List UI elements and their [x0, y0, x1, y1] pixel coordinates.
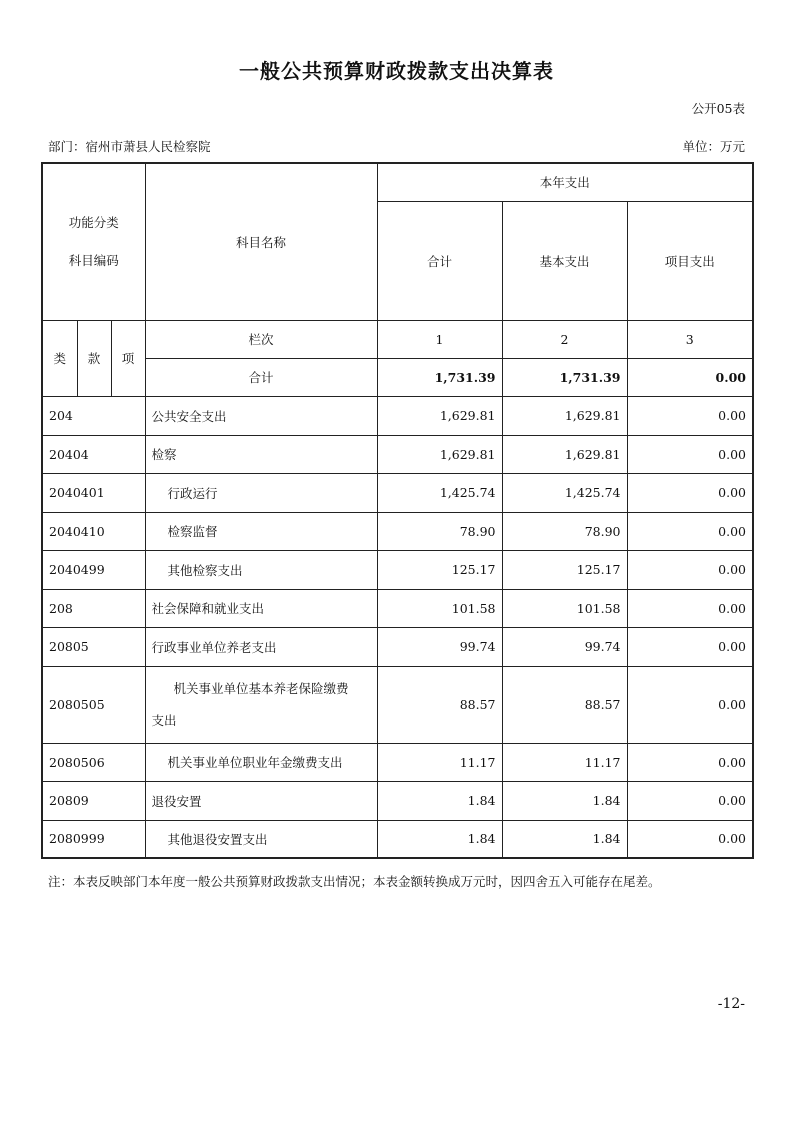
- row-name: 检察监督: [145, 512, 377, 550]
- sum-basic: 1,731.39: [502, 358, 627, 396]
- row-code: 2080506: [42, 743, 145, 781]
- row-project: 0.00: [627, 473, 753, 512]
- row-name: 退役安置: [145, 781, 377, 820]
- table-row: [42, 396, 753, 435]
- row-name: 机关事业单位职业年金缴费支出: [145, 743, 377, 781]
- table-row: [42, 435, 753, 473]
- row-name-wrapped: [145, 666, 377, 743]
- col-index-2: 2: [502, 320, 627, 358]
- row-basic: 99.74: [502, 627, 627, 666]
- row-project: 0.00: [627, 743, 753, 781]
- sum-label: 合计: [145, 358, 377, 396]
- func-class-line2: 科目编码: [68, 252, 119, 268]
- row-basic: 88.57: [502, 666, 627, 743]
- row-code: 20404: [42, 435, 145, 473]
- row-total: 78.90: [377, 512, 502, 550]
- row-total: 1.84: [377, 820, 502, 858]
- form-number: 公开05表: [691, 101, 745, 116]
- footnote: 注：本表反映部门本年度一般公共预算财政拨款支出情况；本表金额转换成万元时，因四舍五入可能存在尾差。: [48, 874, 661, 889]
- row-name: 社会保障和就业支出: [145, 589, 377, 627]
- row-total: 88.57: [377, 666, 502, 743]
- row-total: 1.84: [377, 781, 502, 820]
- row-project: 0.00: [627, 435, 753, 473]
- table-row: [42, 627, 753, 666]
- row-project: 0.00: [627, 589, 753, 627]
- page-title: 一般公共预算财政拨款支出决算表: [239, 59, 554, 83]
- row-code: 208: [42, 589, 145, 627]
- row-total: 11.17: [377, 743, 502, 781]
- sum-total: 1,731.39: [377, 358, 502, 396]
- row-name: 检察: [145, 435, 377, 473]
- row-code: 2040410: [42, 512, 145, 550]
- row-basic: 78.90: [502, 512, 627, 550]
- row-total: 99.74: [377, 627, 502, 666]
- kuan-header: 款: [77, 320, 111, 396]
- row-basic: 11.17: [502, 743, 627, 781]
- table-row: [42, 820, 753, 858]
- row-name: 行政事业单位养老支出: [145, 627, 377, 666]
- row-basic: 1,629.81: [502, 396, 627, 435]
- row-basic: 1,629.81: [502, 435, 627, 473]
- row-project: 0.00: [627, 512, 753, 550]
- table-row: [42, 743, 753, 781]
- row-basic: 1.84: [502, 820, 627, 858]
- row-total: 101.58: [377, 589, 502, 627]
- current-year-expense-header: 本年支出: [377, 163, 753, 201]
- row-basic: 101.58: [502, 589, 627, 627]
- row-code: 2080505: [42, 666, 145, 743]
- col-index-3: 3: [627, 320, 753, 358]
- total-header: 合计: [377, 201, 502, 320]
- page-number: -12-: [717, 996, 745, 1012]
- project-expense-header: 项目支出: [627, 201, 753, 320]
- row-code: 2040499: [42, 550, 145, 589]
- row-total: 1,425.74: [377, 473, 502, 512]
- table-row: [42, 589, 753, 627]
- row-name-line2: 支出: [151, 712, 177, 728]
- xiang-header: 项: [111, 320, 145, 396]
- sum-row: [42, 358, 753, 396]
- row-project: 0.00: [627, 627, 753, 666]
- header-row-1: [42, 163, 753, 201]
- expense-table: [41, 162, 754, 859]
- row-basic: 1.84: [502, 781, 627, 820]
- table-row: [42, 781, 753, 820]
- func-class-header: [42, 163, 145, 320]
- row-code: 2080999: [42, 820, 145, 858]
- row-basic: 125.17: [502, 550, 627, 589]
- row-code: 20805: [42, 627, 145, 666]
- table-row: [42, 666, 753, 743]
- unit-label: 单位：万元: [682, 139, 745, 154]
- col-index-1: 1: [377, 320, 502, 358]
- row-total: 125.17: [377, 550, 502, 589]
- department-label: 部门：宿州市萧县人民检察院: [48, 139, 211, 154]
- row-total: 1,629.81: [377, 435, 502, 473]
- row-name: 行政运行: [145, 473, 377, 512]
- row-name: 其他退役安置支出: [145, 820, 377, 858]
- row-project: 0.00: [627, 396, 753, 435]
- basic-expense-header: 基本支出: [502, 201, 627, 320]
- lei-header: 类: [42, 320, 77, 396]
- sum-project: 0.00: [627, 358, 753, 396]
- row-code: 2040401: [42, 473, 145, 512]
- column-index-row: [42, 320, 753, 358]
- row-name: 公共安全支出: [145, 396, 377, 435]
- table-row: [42, 550, 753, 589]
- row-project: 0.00: [627, 666, 753, 743]
- row-name: 其他检察支出: [145, 550, 377, 589]
- row-project: 0.00: [627, 550, 753, 589]
- row-name-line1: 机关事业单位基本养老保险缴费: [173, 680, 349, 696]
- row-project: 0.00: [627, 781, 753, 820]
- table-row: [42, 512, 753, 550]
- column-index-label: 栏次: [145, 320, 377, 358]
- row-project: 0.00: [627, 820, 753, 858]
- row-code: 204: [42, 396, 145, 435]
- row-total: 1,629.81: [377, 396, 502, 435]
- func-class-line1: 功能分类: [68, 214, 119, 230]
- table-row: [42, 473, 753, 512]
- row-basic: 1,425.74: [502, 473, 627, 512]
- subject-name-header: 科目名称: [145, 163, 377, 320]
- row-code: 20809: [42, 781, 145, 820]
